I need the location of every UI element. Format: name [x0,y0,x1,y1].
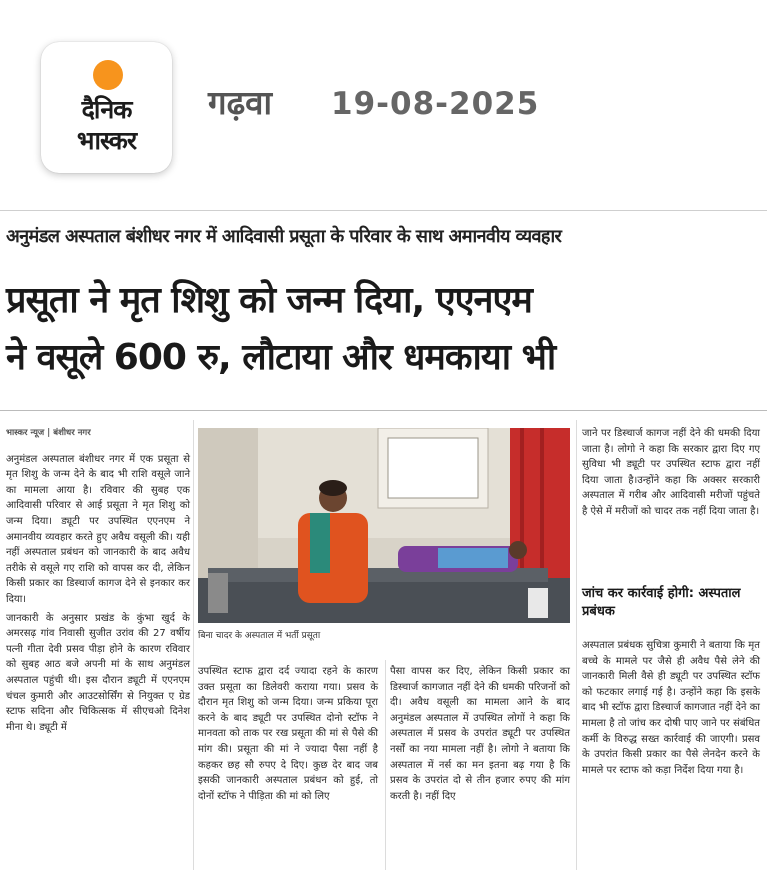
edition-city: गढ़वा [208,83,273,122]
paragraph: पैसा वापस कर दिए, लेकिन किसी प्रकार का डिस्चार्ज कागजात नहीं देने की धमकी परिजनों को दी। अवैध वसूली का मामला आने के बाद अनुमंडल अस्पताल में उपस्थित लोगों ने कहा कि अस्पताल में प्रसव के उपरांत ड्यूटी पर उपस्थित नर्सों का नया मामला नहीं है। लोगो ने बताया कि अस्पताल में नर्स का मन इतना बढ़ गया है कि प्रसव के उपरांत दो से तीन हजार रुपए की मांग करती है। नहीं दिए [390,666,570,802]
article-photo [198,428,570,623]
headline-divider [0,410,767,411]
paragraph: अस्पताल प्रबंधक सुचित्रा कुमारी ने बताया कि मृत बच्चे के मामले पर जैसे ही अवैध पैसे लेने की जानकारी मिली वैसे ही ड्यूटी पर उपस्थित स्टॉफ को फटकार लगाई गई है। उन्होंने कहा कि इसके बाद भी स्टॉफ द्वारा डिस्चार्ज कागजात नहीं देने का मामला है तो जांच कर दोषी पाए जाने पर संबंधित कर्मी के विरुद्ध सख्त कार्रवाई की जाएगी। प्रसव के उपरांत किसी प्रकार का पैसे लेनदेन करने के मामले पर स्टाफ को कड़ा निर्देश दिया गया है। [582,640,760,776]
paragraph: जाने पर डिस्चार्ज कागज नहीं देने की धमकी दिया जाता है। लोगो ने कहा कि सरकार द्वारा दिए गए सुविधा भी ड्यूटी पर उपस्थित स्टाफ द्वारा नहीं दिया जाता है।उन्होंने कहा कि अक्सर सरकारी अस्पताल में गरीब और आदिवासी मरीजों पहुंचते है ऐसे में मरीजों को चादर तक नहीं दिया जाता है। [582,428,760,517]
column-divider [385,660,386,870]
paragraph: अनुमंडल अस्पताल बंशीधर नगर में एक प्रसूता से मृत शिशु के जन्म देने के बाद भी राशि वसूले जाने का मामला आया है। रविवार की सुबह एक आदिवासी परिवार से आई प्रसूता ने मृत शिशु को जन्म दिया। ड्यूटी पर उपस्थित एएनएम ने अमानवीय व्यवहार करते हुए अवैध वसूली की। यही नहीं अस्पताल प्रबंधन को जानकारी के बाद अवैध तरीके से वसूले गए राशि को वापस कर दी, लेकिन किसी प्रकार का डिस्चार्ज कागज देने से इनकार कर दिया। [6,453,190,605]
headline-line2: ने वसूले 600 रु, लौटाया और धमकाया भी [6,337,556,378]
dainik-bhaskar-logo [41,42,172,173]
paragraph: उपस्थित स्टाफ द्वारा दर्द ज्यादा रहने के कारण उक्त प्रसूता का डिलेवरी कराया गया। प्रसव के दौरान मृत शिशु को जन्म दिया। जन्म प्रकिया पूरा करने के बाद ड्यूटी पर उपस्थित दोनो स्टॉफ ने मानवता को ताक पर रख प्रसूता की मां से पैसे की मांग की। प्रसूता की मां ने ज्यादा पैसा नहीं है कहकर छह सौ रुपए दे दिए। कुछ देर बाद जब इसकी जानकारी अस्पताल प्रबंधन को हुई, तो दोनों स्टॉफ ने पीड़िता की मां को लिए [198,666,378,802]
article-column-4-top [582,426,760,523]
logo-text-line1: दैनिक [81,95,132,124]
edition-date: 19-08-2025 [331,86,540,122]
sun-icon [93,60,123,90]
hospital-ward-photo [198,428,570,623]
subheading: जांच कर कार्रवाई होगी: अस्पताल प्रबंधक [582,586,741,619]
column-divider [193,420,194,870]
kicker-headline: अनुमंडल अस्पताल बंशीधर नगर में आदिवासी प्रसूता के परिवार के साथ अमानवीय व्यवहार [6,226,562,247]
article-column-1 [6,426,190,866]
article-column-4 [582,638,760,781]
photo-caption: बिना चादर के अस्पताल में भर्ती प्रसूता [198,631,321,641]
article-column-2 [198,664,378,807]
column-divider [576,420,577,870]
headline-line1: प्रसूता ने मृत शिशु को जन्म दिया, एएनएम [6,280,532,321]
paragraph: जानकारी के अनुसार प्रखंड के कुंभा खुर्द के अमरसढ़ गांव निवासी सुजीत उरांव की 27 वर्षीय पत्नी गीता देवी प्रसव पीड़ा होने के कारण रविवार को सुबह आठ बजे अपनी मां के साथ अनुमंडल अस्पताल पहुंची थी। इस दौरान ड्यूटी में एएनएम चंचल कुमारी और आउटसोर्सिंग से नियुक्त ए ग्रेड स्टाफ सदिना और चिकित्सक में सीएचओ दिनेश मीना थे। ड्यूटी में [6,612,190,733]
masthead-divider [0,210,767,211]
logo-text-line2: भास्कर [76,126,137,155]
article-column-3 [390,664,570,807]
byline: भास्कर न्यूज | बंशीधर नगर [6,428,91,438]
